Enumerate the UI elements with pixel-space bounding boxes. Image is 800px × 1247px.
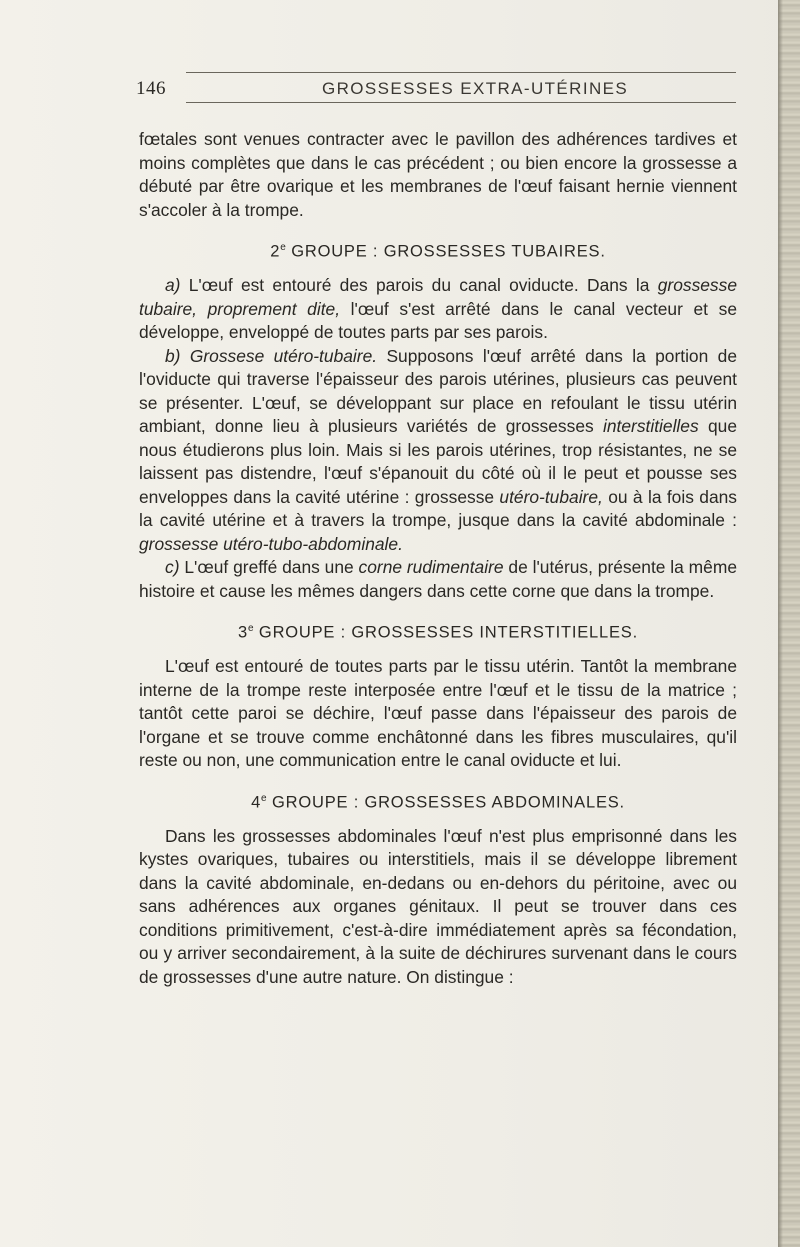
heading-number: 3 xyxy=(238,623,248,642)
heading-title: GROUPE : GROSSESSES INTERSTITIELLES. xyxy=(253,623,638,642)
page-header xyxy=(136,76,736,102)
page-edge xyxy=(778,0,800,1247)
item-label: c) xyxy=(165,557,180,577)
text-run: Supposons l'œuf arrêté dans la portion de l'oviducte qui traverse l'épaisseur des parois utérines, plusieurs cas peuvent se présenter. L'œuf, se développant sur place en refoulant le tissu utérin ambiant, donne lieu à plusieurs variétés de grossesses xyxy=(139,345,737,436)
item-label: a) xyxy=(165,275,181,295)
heading-number: 2 xyxy=(270,242,281,261)
section-heading-group-4 xyxy=(139,787,737,815)
header-rule-bottom xyxy=(186,102,736,103)
paragraph-abdominal: Dans les grossesses abdominales l'œuf n'est plus emprisonné dans les kystes ovariques, tubaires ou interstitiels, mais il se développe librement dans la cavité abdominale, en-dedans ou en-dehors du péritoine, avec ou sans adhérences aux organes génitaux. Il peut se trouver dans ces conditions primitivement, c'est-à-dire immédiatement après sa fécondation, ou y arriver secondairement, à la suite de déchirures survenant dans le cours de grossesses d'une autre nature. On distingue : xyxy=(139,825,737,987)
item-label: b) xyxy=(165,345,181,366)
italic-term: utéro-tubaire, xyxy=(499,486,603,507)
heading-title: GROUPE : GROSSESSES ABDOMINALES. xyxy=(266,793,625,811)
text-run: L'œuf greffé dans une xyxy=(179,557,359,577)
text-run: que nous étudierons plus loin. Mais si les parois utérines, trop résistantes, ne se laissent pas distendre, l'œuf s'épanouit du côté où il le peut et pousse ses enveloppes dans la cavité utérine : grossesse xyxy=(139,416,737,507)
paragraph-a xyxy=(139,274,737,345)
heading-ordinal: e xyxy=(247,623,254,634)
page-number: 146 xyxy=(136,78,166,99)
text-run: de l'utérus, présente la même histoire et cause les mêmes dangers dans cette corne que dans la trompe. xyxy=(139,557,737,601)
heading-ordinal: e xyxy=(261,792,267,804)
text-run: ou à la fois dans la cavité utérine et à travers la trompe, jusque dans la cavité abdominale : xyxy=(139,486,737,530)
italic-term: grossesse utéro-tubo-abdominale. xyxy=(139,533,403,554)
header-rule-top xyxy=(186,72,736,73)
paragraph-b xyxy=(139,345,737,557)
page-body xyxy=(139,128,737,989)
paragraph-continuation: fœtales sont venues contracter avec le pavillon des adhérences tardives et moins complètes que dans le cas précédent ; ou bien encore la grossesse a débuté par être ovarique et les membranes de l'œuf faisant hernie viennent s'accoler à la trompe. xyxy=(139,129,737,220)
section-heading-group-3 xyxy=(139,617,737,645)
heading-ordinal: e xyxy=(280,242,286,253)
italic-term: Grossese utéro-tubaire. xyxy=(180,345,378,366)
heading-number: 4 xyxy=(251,793,262,811)
section-heading-group-2 xyxy=(139,236,737,264)
italic-term: grossesse tubaire, proprement dite, xyxy=(139,275,737,319)
italic-term: interstitielles xyxy=(602,416,699,436)
heading-title: GROUPE : GROSSESSES TUBAIRES. xyxy=(285,242,606,261)
italic-term: corne rudimentaire xyxy=(358,557,504,577)
text-run: L'œuf est entouré des parois du canal oviducte. Dans la xyxy=(180,275,658,295)
paragraph-interstitial: L'œuf est entouré de toutes parts par le tissu utérin. Tantôt la membrane interne de la trompe reste interposée entre l'œuf et le tissu de la matrice ; tantôt cette paroi se déchire, l'œuf passe dans l'épaisseur des parois de l'organe et se trouve comme enchâtonné dans les fibres musculaires, qu'il reste ou non, une communication entre le canal oviducte et lui. xyxy=(139,656,737,770)
paragraph-c xyxy=(139,556,737,603)
text-run: l'œuf s'est arrêté dans le canal vecteur et se développe, enveloppé de toutes parts par ses parois. xyxy=(139,298,737,342)
running-head: GROSSESSES EXTRA-UTÉRINES xyxy=(322,79,629,98)
